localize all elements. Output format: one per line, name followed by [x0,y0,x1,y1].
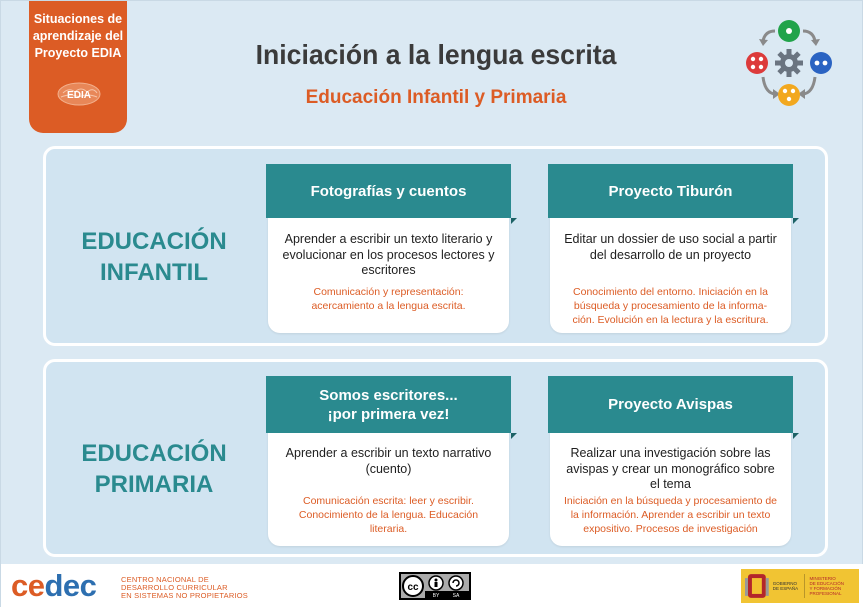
divider [804,574,805,598]
gobierno-espana-logo[interactable] [741,569,859,603]
svg-text:EDIA: EDIA [67,90,91,101]
edia-banner-text [29,11,127,62]
footer [1,564,863,607]
card-fotografias-y-cuentos[interactable] [268,176,509,333]
edia-brain-logo-icon [53,81,105,111]
card-description: Aprender a escribir un texto literario y evolucionar en los procesos lectores y escritores [282,232,495,277]
gobierno-text-line: DE ESPAÑA [772,586,799,591]
card-title: Proyecto Avispas [548,376,793,433]
cedec-description-line: EN SISTEMAS NO PROPIETARIOS [121,591,248,600]
card-proyecto-tiburon[interactable] [550,176,791,333]
card-description: Editar un dossier de uso social a partir del desarrollo de un proyecto [564,232,777,262]
gobierno-text-line: GOBIERNO [772,581,798,586]
coat-of-arms-icon [744,572,770,600]
card-title: Fotografías y cuentos [266,164,511,218]
card-title-line: Somos escritores... [319,386,458,404]
card-somos-escritores[interactable] [268,388,509,546]
card-title: Proyecto Tiburón [548,164,793,218]
card-competences: Iniciación en la búsqueda y procesamiento de la información. Aprender a escribir un texto expositivo. Procesos de investigación [563,495,778,535]
level-label-infantil [74,226,234,288]
edia-banner-line: Proyecto EDIA [34,46,122,60]
panel-educacion-primaria [43,359,828,557]
cedec-logo-part: dec [44,568,97,603]
cc-by-sa-icon [401,574,469,598]
card-description: Aprender a escribir un texto narrativo (cuento) [285,446,492,476]
edia-banner-line: aprendizaje del [32,29,124,43]
cedec-description-line: DESARROLLO CURRICULAR [121,583,228,592]
creative-commons-badge[interactable] [399,572,471,600]
panel-educacion-infantil [43,146,828,346]
gobierno-text [773,581,801,591]
level-label-line: INFANTIL [100,259,208,286]
ministerio-text-line: DE EDUCACIÓN [809,581,844,586]
cedec-logo[interactable] [11,568,96,604]
card-title-line: ¡por primera vez! [327,405,450,423]
level-label-primaria [74,438,234,500]
page-subtitle: Educación Infantil y Primaria [305,87,567,108]
level-label-line: EDUCACIÓN [81,228,227,255]
cedec-logo-part: ce [11,568,45,603]
card-competences: Conocimiento del entorno. Iniciación en la búsqueda y procesamiento de la informa- ción. Evolución en la lectura y la escritura. [572,286,769,326]
card-proyecto-avispas[interactable] [550,388,791,546]
ministerio-text-line: MINISTERIO [809,576,836,581]
card-competences: Comunicación y representación: acercamiento a la lengua escrita. [311,286,466,312]
card-title [266,376,511,433]
level-label-line: PRIMARIA [94,471,214,498]
cedec-description [121,576,248,600]
edia-banner [29,1,127,133]
page-title: Iniciación a la lengua escrita [255,39,617,70]
svg-text:BY: BY [432,593,440,598]
cedec-description-line: CENTRO NACIONAL DE [121,575,209,584]
learning-cycle-icon [741,15,837,111]
svg-text:cc: cc [407,582,419,593]
ministerio-text [809,576,859,596]
edia-banner-line: Situaciones de [33,12,123,26]
level-label-line: EDUCACIÓN [81,440,227,467]
svg-text:SA: SA [452,593,460,598]
card-description: Realizar una investigación sobre las avispas y crear un monográfico sobre el tema [566,446,775,491]
card-competences: Comunicación escrita: leer y escribir. Conocimiento de la lengua. Educación literaria. [298,495,479,535]
ministerio-text-line: Y FORMACIÓN PROFESIONAL [809,586,842,596]
